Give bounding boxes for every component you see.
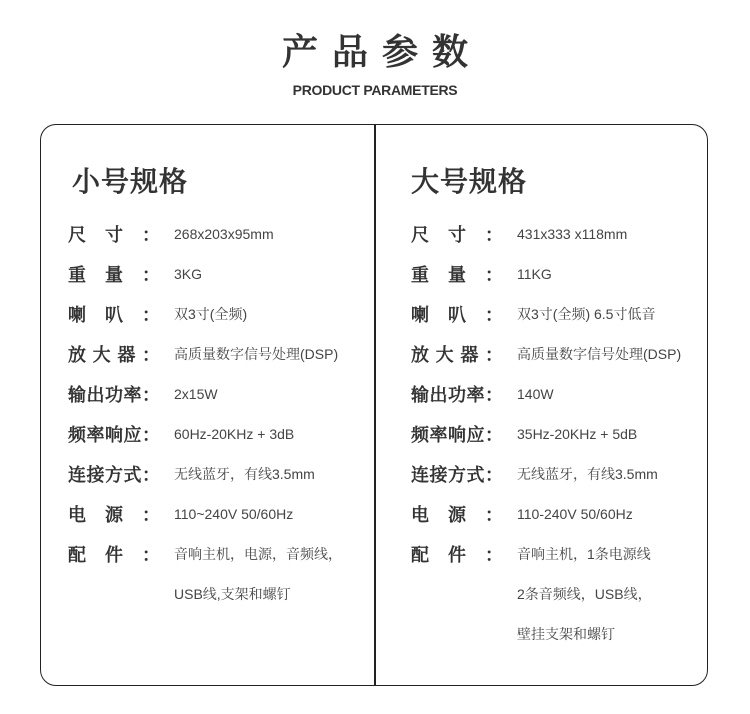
- spec-value: 110-240V 50/60Hz: [517, 506, 633, 522]
- spec-label: 尺 寸 ：: [68, 225, 160, 246]
- spec-label: 频 率 响 应 ：: [68, 425, 160, 446]
- spec-label: 重 量 ：: [411, 265, 503, 286]
- spec-label: 连 接 方 式 ：: [68, 465, 160, 486]
- spec-value: 音响主机，电源，音频线，: [174, 546, 342, 562]
- spec-label: 配 件 ：: [411, 545, 503, 566]
- spec-label: 输 出 功 率 ：: [68, 385, 160, 406]
- spec-value: 3KG: [174, 266, 203, 282]
- spec-value: 无线蓝牙，有线3.5mm: [517, 466, 658, 482]
- spec-label: 放 大 器 ：: [68, 345, 160, 366]
- spec-label: 重 量 ：: [68, 265, 160, 286]
- spec-label: 喇 叭 ：: [411, 305, 503, 326]
- spec-value: 268x203x95mm: [174, 226, 274, 242]
- spec-value: 431x333 x118mm: [517, 226, 628, 242]
- spec-value: 2条音频线，USB线，: [517, 586, 652, 602]
- spec-value: 140W: [517, 386, 554, 402]
- column-divider: [374, 124, 376, 686]
- spec-label: 配 件 ：: [68, 545, 160, 566]
- spec-label: 输 出 功 率 ：: [411, 385, 503, 406]
- spec-value: 2x15W: [174, 386, 218, 402]
- spec-value: 音响主机，1条电源线: [517, 546, 651, 562]
- spec-label: 频 率 响 应 ：: [411, 425, 503, 446]
- spec-label: 连 接 方 式 ：: [411, 465, 503, 486]
- spec-value: 双3寸(全频): [174, 306, 248, 322]
- spec-label: 电 源 ：: [411, 505, 503, 526]
- spec-value: 110~240V 50/60Hz: [174, 506, 294, 522]
- small-spec-heading: 小号规格: [72, 165, 189, 198]
- spec-label: 喇 叭 ：: [68, 305, 160, 326]
- spec-value: 35Hz-20KHz + 5dB: [517, 426, 638, 442]
- spec-value: 双3寸(全频) 6.5寸低音: [517, 306, 656, 322]
- spec-value: USB线,支架和螺钉: [174, 586, 291, 602]
- spec-value: 无线蓝牙，有线3.5mm: [174, 466, 315, 482]
- spec-label: 放 大 器 ：: [411, 345, 503, 366]
- spec-value: 壁挂支架和螺钉: [517, 626, 615, 642]
- spec-value: 高质量数字信号处理(DSP): [517, 346, 682, 362]
- large-spec-heading: 大号规格: [411, 165, 528, 198]
- spec-value: 60Hz-20KHz + 3dB: [174, 426, 295, 442]
- page-subtitle: PRODUCT PARAMETERS: [292, 82, 458, 98]
- spec-label: 电 源 ：: [68, 505, 160, 526]
- spec-label: 尺 寸 ：: [411, 225, 503, 246]
- spec-value: 高质量数字信号处理(DSP): [174, 346, 339, 362]
- spec-value: 11KG: [517, 266, 552, 282]
- page-title: 产品参数: [281, 32, 482, 73]
